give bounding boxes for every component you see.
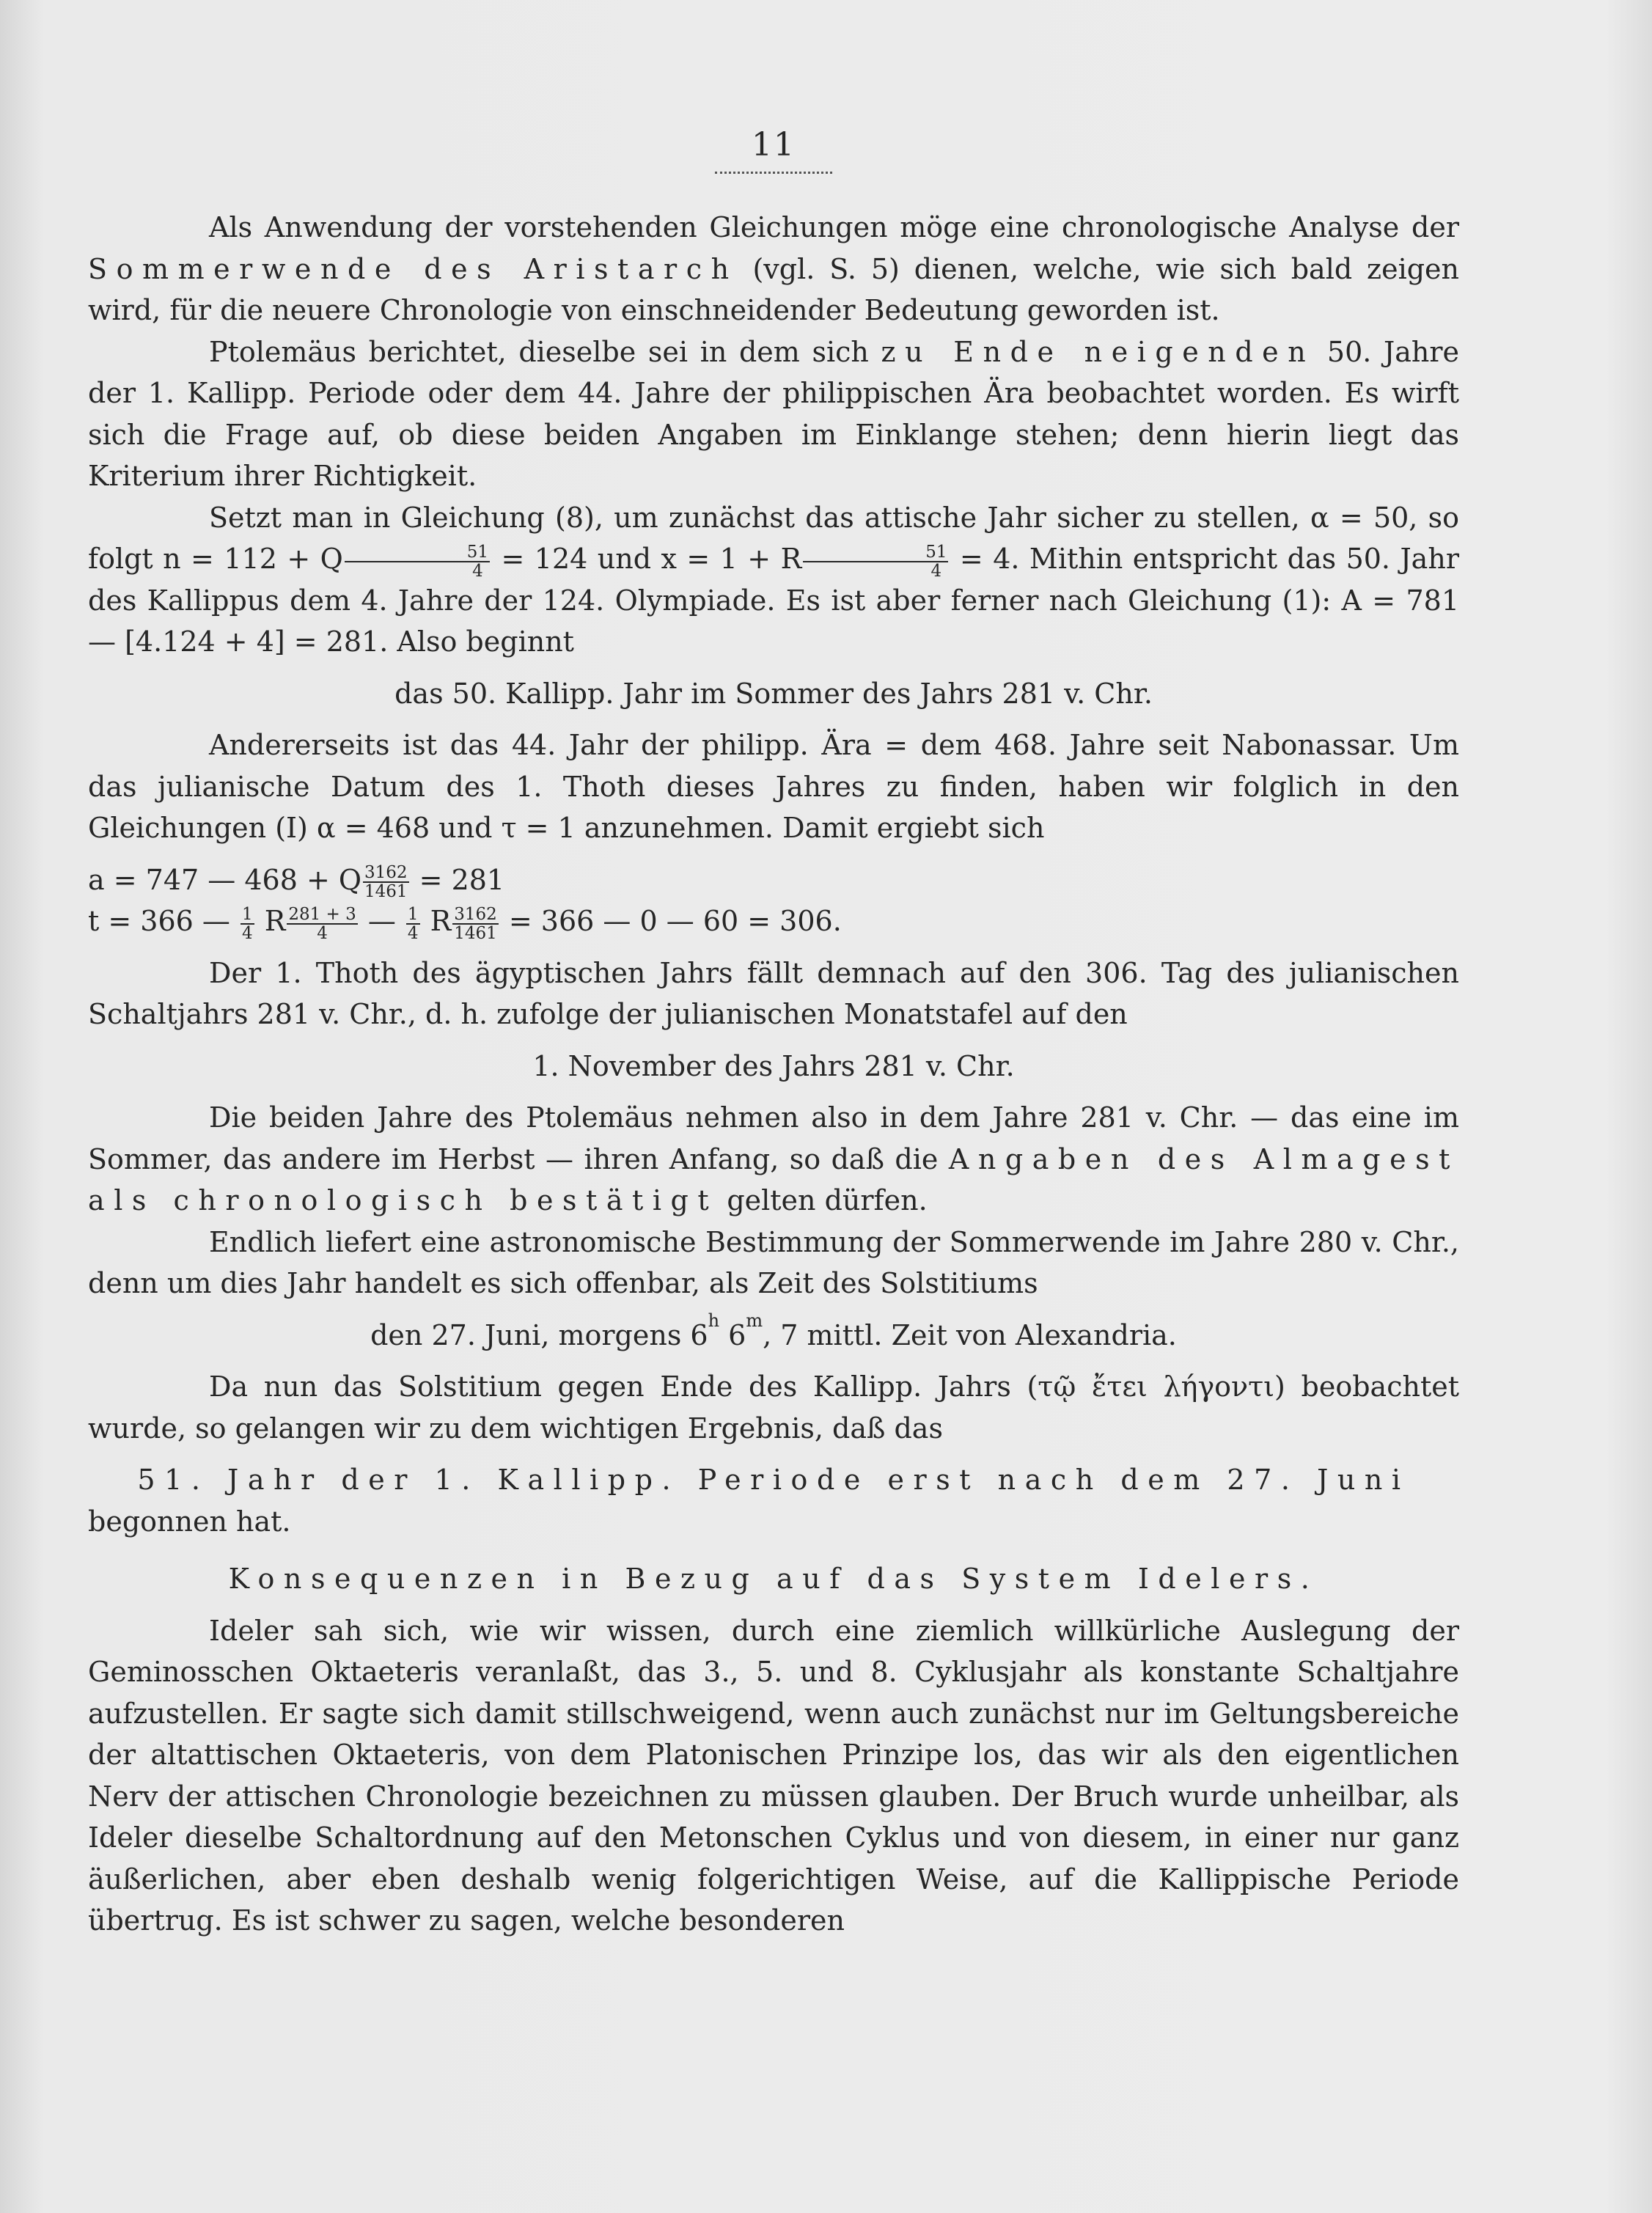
eq2-text-e: = 366 — 0 — 60 = 306. (499, 905, 842, 937)
c3-sup-m: m (746, 1310, 763, 1331)
fraction-1-4-b (406, 906, 420, 942)
paragraph-7: Endlich liefert eine astronomische Bestimmung der Sommerwende im Jahre 280 v. Chr., denn um dies Jahr handelt es sich offenbar, als Zeit des Solstitiums (88, 1225, 1459, 1299)
p6-text-a: Die beiden Jahre des Ptolemäus nehmen also in dem Jahre 281 v. Chr. — das eine im Sommer, das andere im Herbst — ihren Anfang, so daß die (88, 1101, 1459, 1175)
p2-spaced-phrase: zu Ende neigenden (881, 335, 1315, 368)
fraction-3162-1461-b (452, 906, 499, 942)
paragraph-1 (88, 207, 1459, 331)
fraction-q-51-4 (345, 543, 490, 580)
paragraph-5: Der 1. Thoth des ägyptischen Jahrs fällt demnach auf den 306. Tag des julianischen Schaltjahrs 281 v. Chr., d. h. zufolge der julianischen Monatstafel auf den (88, 956, 1459, 1030)
frac-den: 1461 (454, 923, 497, 943)
c3-text-b: 6 (719, 1318, 746, 1351)
frac-den: 4 (241, 923, 253, 943)
p6-spaced-phrase: Angaben des Almagest als chronologisch bestätigt (88, 1142, 1459, 1216)
paragraph-6 (88, 1097, 1459, 1222)
page-number-ornament (715, 167, 832, 174)
frac-den: 4 (472, 561, 483, 581)
fraction-r-51-4 (803, 543, 948, 580)
equation-a (88, 859, 1459, 901)
equation-t (88, 900, 1459, 942)
paragraph-3 (88, 497, 1459, 663)
frac-num: 1 (407, 904, 419, 924)
centered-line-1: das 50. Kallipp. Jahr im Sommer des Jahrs 281 v. Chr. (394, 677, 1153, 710)
frac-den: 4 (930, 561, 942, 581)
frac-num: 3162 (454, 904, 497, 924)
paragraph-8: Da nun das Solstitium gegen Ende des Kallipp. Jahrs (τῷ ἔτει λήγοντι) beobachtet wurde, so gelangen wir zu dem wichtigen Ergebnis, daß das (88, 1370, 1459, 1445)
fraction-3162-1461 (363, 864, 409, 900)
frac-den: 4 (407, 923, 419, 943)
p6-text-b: gelten dürfen. (718, 1184, 928, 1216)
c3-sup-h: h (708, 1310, 720, 1331)
eq2-text-a: t = 366 — (88, 905, 239, 937)
paragraph-4: Andererseits ist das 44. Jahr der philipp. Ära = dem 468. Jahre seit Nabonassar. Um das julianische Datum des 1. Thoth dieses Jahres zu finden, haben wir folglich in den Gleichungen (I) α = 468 und τ = 1 anzunehmen. Damit ergiebt sich (88, 729, 1459, 844)
p3-text-c: = 4. Mithin entspricht das 50. Jahr des Kallippus dem 4. Jahre der 124. Olympiade. Es ist aber ferner nach Gleichung (1): A = 781 — [4.124 + 4] = 281. Also beginnt (88, 543, 1459, 658)
c3-text-a: den 27. Juni, morgens 6 (370, 1318, 708, 1351)
frac-num: 51 (345, 543, 490, 562)
fraction-1-4-a (241, 906, 254, 942)
centered-line-3 (88, 1310, 1459, 1357)
p3-text-b: = 124 und x = 1 + R (491, 543, 802, 575)
eq2-text-c: — (359, 905, 405, 937)
centered-line-4: 51. Jahr der 1. Kallipp. Periode erst nach dem 27. Juni (137, 1464, 1410, 1496)
p1-text-a: Als Anwendung der vorstehenden Gleichungen möge eine chronologische Analyse der (209, 211, 1459, 243)
p1-text-b: (vgl. S. 5) dienen, welche, wie sich bald zeigen wird, für die neuere Chronologie von einschneidender Bedeutung geworden ist. (88, 252, 1460, 326)
p1-spaced-phrase: Sommerwende des Aristarch (88, 252, 738, 285)
p2-text-b: 50. Jahre der 1. Kallipp. Periode oder dem 44. Jahre der philippischen Ära beobachtet worden. Es wirft sich die Frage auf, ob diese beiden Angaben im Einklange stehen; denn hierin liegt das Kriterium ihrer Richtigkeit. (88, 335, 1459, 492)
centered-line-2: 1. November des Jahrs 281 v. Chr. (532, 1049, 1015, 1082)
eq2-text-b: R (255, 905, 286, 937)
c3-text-c: , 7 mittl. Zeit von Alexandria. (763, 1318, 1177, 1351)
eq1-text-b: = 281 (410, 863, 505, 896)
page-number: 11 (752, 126, 796, 164)
paragraph-9: Ideler sah sich, wie wir wissen, durch eine ziemlich willkürliche Auslegung der Geminosschen Oktaeteris veranlaßt, das 3., 5. und 8. Cyklusjahr als konstante Schaltjahre aufzustellen. Er sagte sich damit stillschweigend, wenn auch zunächst nur im Geltungsbereiche der altattischen Oktaeteris, von dem Platonischen Prinzipe los, das wir als den eigentlichen Nerv der attischen Chronologie bezeichnen zu müssen glauben. Der Bruch wurde unheilbar, als Ideler dieselbe Schaltordnung auf den Metonschen Cyklus und von diesem, in einer nur ganz äußerlichen, aber eben deshalb wenig folgerichtigen Weise, auf die Kallippische Periode übertrug. Es ist schwer zu sagen, welche besonderen (88, 1614, 1459, 1937)
section-heading: Konsequenzen in Bezug auf das System Idelers. (228, 1563, 1319, 1595)
frac-num: 281 + 3 (288, 904, 356, 924)
frac-den: 4 (317, 923, 328, 943)
p2-text-a: Ptolemäus berichtet, dieselbe sei in dem sich (209, 335, 881, 368)
frac-num: 1 (241, 904, 253, 924)
frac-den: 1461 (364, 882, 408, 901)
frac-num: 51 (803, 543, 948, 562)
paragraph-8-end: begonnen hat. (88, 1505, 291, 1538)
eq2-text-d: R (421, 905, 452, 937)
eq1-text-a: a = 747 — 468 + Q (88, 863, 362, 896)
fraction-284-4 (287, 906, 357, 942)
paragraph-2 (88, 331, 1459, 497)
body-text (88, 207, 1459, 1942)
p3-text-a: Setzt man in Gleichung (8), um zunächst das attische Jahr sicher zu stellen, α = 50, so folgt n = 112 + Q (88, 501, 1459, 575)
frac-num: 3162 (364, 863, 408, 882)
